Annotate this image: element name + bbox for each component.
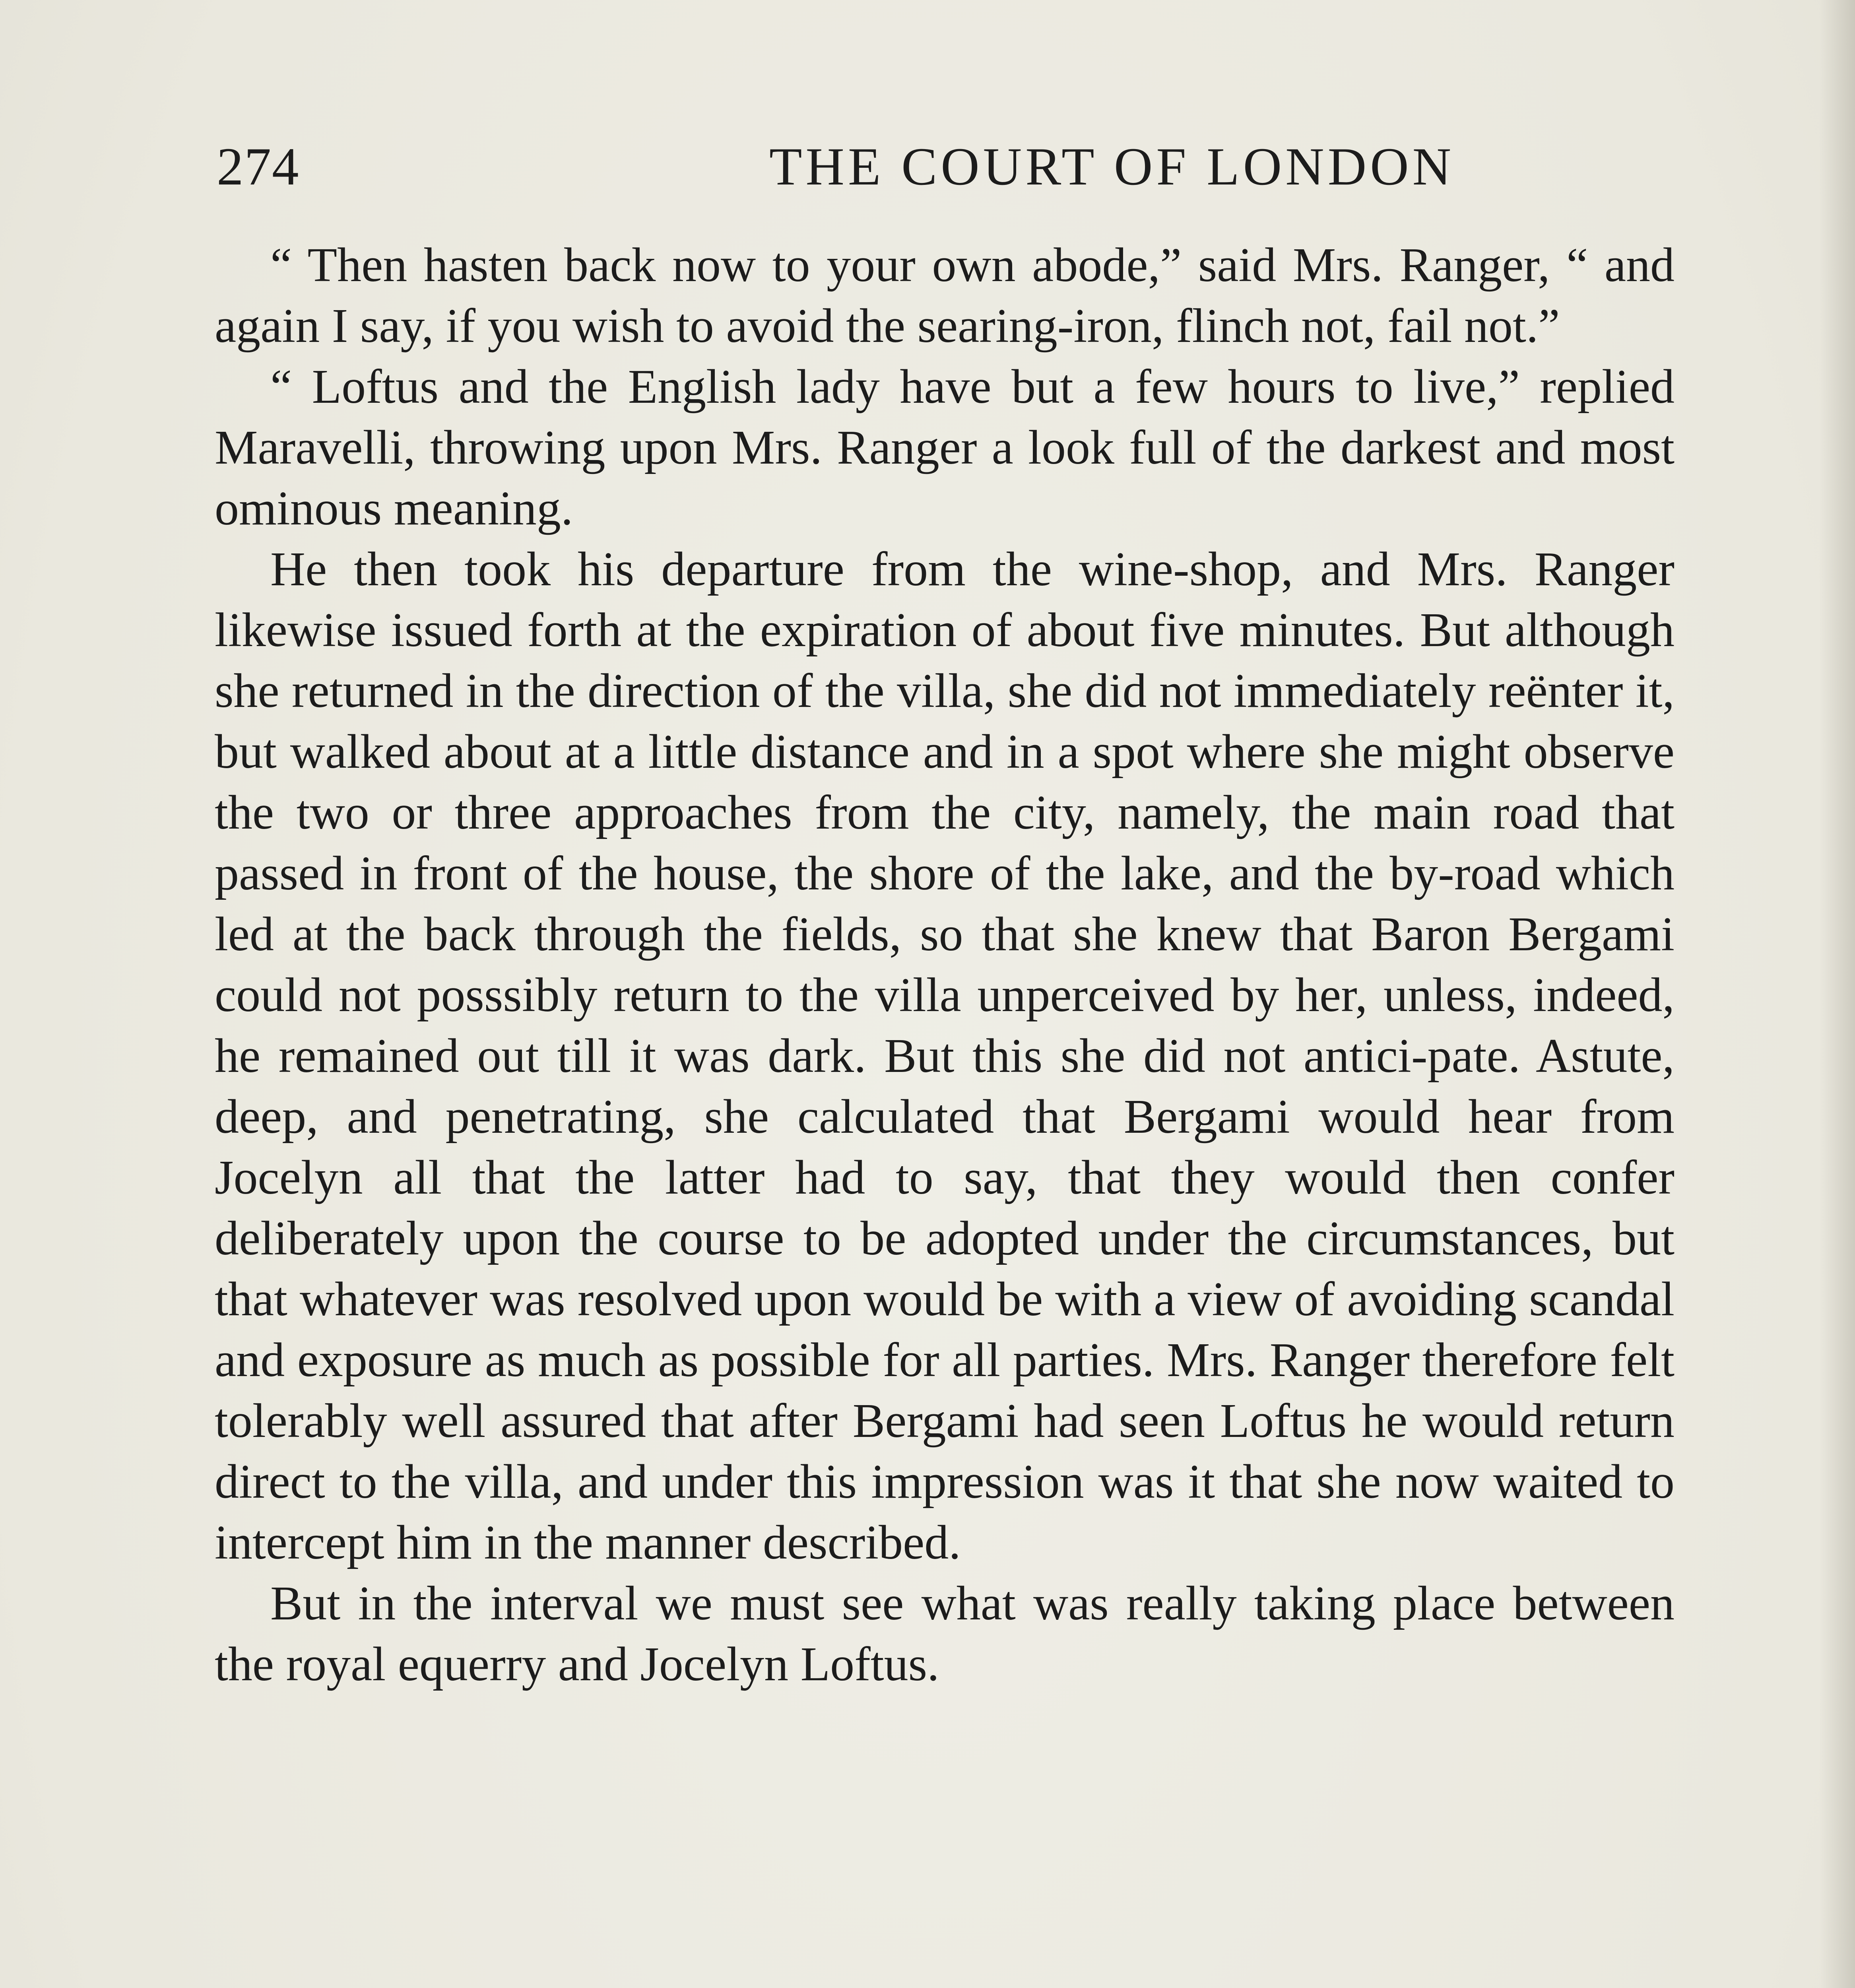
page-header <box>217 135 1672 199</box>
page-number: 274 <box>217 137 300 196</box>
paragraph: But in the interval we must see what was really taking place between the royal equerry and Jocelyn Loftus. <box>215 1576 1675 1691</box>
paragraph: “ Then hasten back now to your own abode,” said Mrs. Ranger, “ and again I say, if you wish to avoid the searing-iron, flinch not, fail not.” <box>215 238 1675 353</box>
body-text <box>215 235 1675 1695</box>
page-edge-shadow <box>1819 0 1855 1988</box>
running-title: THE COURT OF LONDON <box>769 137 1455 196</box>
paragraph: “ Loftus and the English lady have but a few hours to live,” replied Maravelli, throwing upon Mrs. Ranger a look full of the darkest and most ominous meaning. <box>215 360 1675 535</box>
paragraph: He then took his departure from the wine-shop, and Mrs. Ranger likewise issued forth at the expiration of about five minutes. But although she returned in the direction of the villa, she did not immediately reënter it, but walked about at a little distance and in a spot where she might observe the two or three approaches from the city, namely, the main road that passed in front of the house, the shore of the lake, and the by-road which led at the back through the fields, so that she knew that Baron Bergami could not posssibly return to the villa unperceived by her, unless, indeed, he remained out till it was dark. But this she did not antici-pate. Astute, deep, and penetrating, she calculated that Bergami would hear from Jocelyn all that the latter had to say, that they would then confer deliberately upon the course to be adopted under the circumstances, but that whatever was resolved upon would be with a view of avoiding scandal and exposure as much as possible for all parties. Mrs. Ranger therefore felt tolerably well assured that after Bergami had seen Loftus he would return direct to the villa, and under this impression was it that she now waited to intercept him in the manner described. <box>215 542 1675 1569</box>
